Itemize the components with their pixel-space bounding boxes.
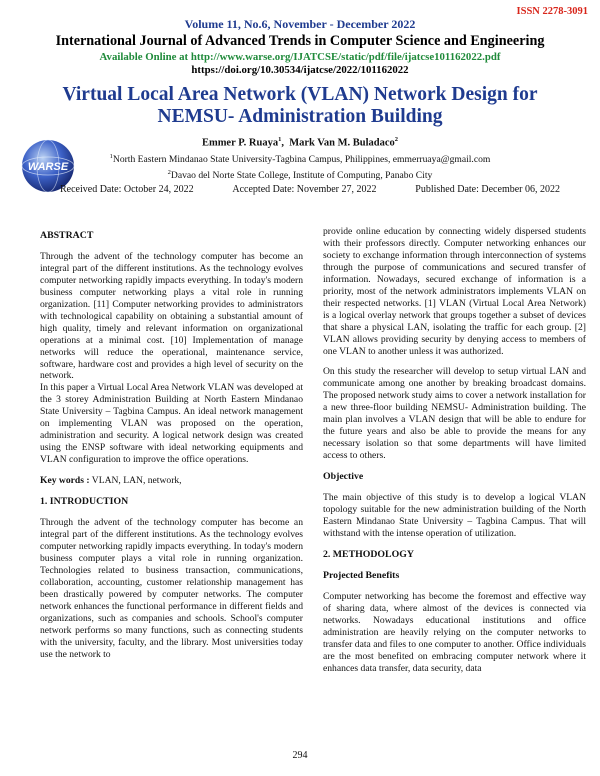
abstract-paragraph-1: Through the advent of the technology computer has become an integral part of the different institutions. As the technology evolves computer networking rapidly impacts everything. In today's modern business computer networking plays a vital role in running organization. [11] Computer networking provides to administrators with technological capability on obtaining a substantial amount of high quality, timely and relevant information on organizational operations at a minimal cost. [10] Implementation of manage networks will reduce the operational, maintenance service, software, hardware cost and provides a high level of security on the network. [40, 250, 303, 382]
author-separator: , [281, 137, 290, 149]
introduction-paragraph: Through the advent of the technology computer has become an integral part of the different institutions. As the technology evolves computer networking rapidly impacts everything. In today's modern business computer plays a vital role in running organization. Technologies related to business transaction, communications, collaboration, accounting, customer relationship management has been drastically powered by computer networks. The computer network enhances the functional performance in different fields and organizations, such as companies and schools. School's computer network performs so many functions, such as connecting students with the university, faculty, and the library. Most universities today use the network to [40, 517, 303, 660]
available-online-link[interactable]: Available Online at http://www.warse.org/IJATCSE/static/pdf/file/ijatcse101162022.pdf [99, 51, 501, 63]
affil-1-text: North Eastern Mindanao State University-Tagbina Campus, Philippines, emmerruaya@gmail.com [112, 154, 491, 166]
abstract-paragraph-2: In this paper a Virtual Local Area Network VLAN was developed at the 3 storey Administration Building at North Eastern Mindanao State University – Tagbina Campus. An ideal network management on implementing VLAN was proposed on the operation, administration and security. A logical network design was created using the ENSP software with ideal networking equipments and VLAN configuration to improve the office operations. [40, 382, 303, 466]
title-line-2: NEMSU- Administration Building [157, 106, 443, 127]
issn-label: ISSN 2278-3091 [516, 6, 588, 17]
title-line-1: Virtual Local Area Network (VLAN) Network Design for [62, 84, 538, 105]
accepted-date: Accepted Date: November 27, 2022 [232, 184, 377, 195]
author-1: Emmer P. Ruaya [201, 137, 279, 149]
keywords-label: Key words : [40, 475, 90, 487]
author-2: Mark Van M. Buladaco [289, 137, 395, 149]
study-paragraph: On this study the researcher will develop to setup virtual LAN and communicate among one another by breaking broadcast domains. The proposed network study aims to cover a network installation for a new three-floor building NEMSU- Administration building. The main plan involves a VLAN design that will be able to endure for the future years and also be able to provide the means for any necessary isolation so that some departments will have limited access to others. [323, 366, 586, 462]
introduction-heading: 1. INTRODUCTION [40, 496, 129, 508]
keywords [40, 475, 303, 487]
authors [0, 136, 600, 149]
paper-title [0, 84, 600, 128]
methodology-heading: 2. METHODOLOGY [323, 548, 414, 560]
author-2-sup: 2 [394, 136, 399, 143]
doi-link[interactable]: https://doi.org/10.30534/ijatcse/2022/101162022 [191, 64, 409, 76]
affiliation-1 [0, 150, 600, 166]
affiliation-2 [0, 166, 600, 182]
received-date: Received Date: October 24, 2022 [60, 184, 194, 195]
journal-name: International Journal of Advanced Trends in Computer Science and Engineering [55, 33, 545, 49]
affil-1-sup: 1 [109, 153, 113, 160]
projected-benefits-heading: Projected Benefits [323, 569, 400, 581]
keywords-text: VLAN, LAN, network, [89, 475, 182, 487]
volume-line: Volume 11, No.6, November - December 2022 [184, 17, 416, 31]
dates-row [60, 184, 560, 195]
author-1-sup: 1 [278, 136, 282, 143]
objective-paragraph: The main objective of this study is to develop a logical VLAN topology suitable for the new administration building of the North Eastern Mindanao State University – Tagbina Campus. That will withstand with the intense operation of utilization. [323, 492, 586, 539]
benefits-paragraph: Computer networking has become the foremost and effective way of sharing data, where almost of the devices is connected via networks. Nowadays educational institutions and office administration are heavily relying on the computer networks to transfer data and files to one computer to another. Office individuals are the most benefited on embracing computer network where it enhances data transfer, data security, data [323, 590, 586, 674]
intro-paragraph-continued: provide online education by connecting widely dispersed students with their professors directly. Computer networking enhances our society to exchange information through interconnection of systems through the purpose of communications and secured transfer of information. Nowadays, secured exchange of information is a priority, most of the network administrators implements VLAN on their respected networks. [1] VLAN (Virtual Local Area Network) is a logical overlay network that groups together a subset of devices that share a physical LAN, isolating the traffic for each group. [2] VLAN allows providing security by denying access to members of one VLAN to another unless it was authorized. [323, 226, 586, 357]
affiliations [0, 150, 600, 182]
affil-2-text: Davao del Norte State College, Institute of Computing, Panabo City [170, 170, 433, 182]
published-date: Published Date: December 06, 2022 [415, 184, 560, 195]
page-number: 294 [292, 750, 308, 761]
right-column [323, 226, 586, 683]
objective-heading: Objective [323, 471, 364, 483]
affil-2-sup: 2 [167, 169, 171, 177]
abstract-heading: ABSTRACT [40, 230, 94, 241]
left-column [40, 226, 303, 669]
logo-text: WARSE [27, 161, 69, 173]
